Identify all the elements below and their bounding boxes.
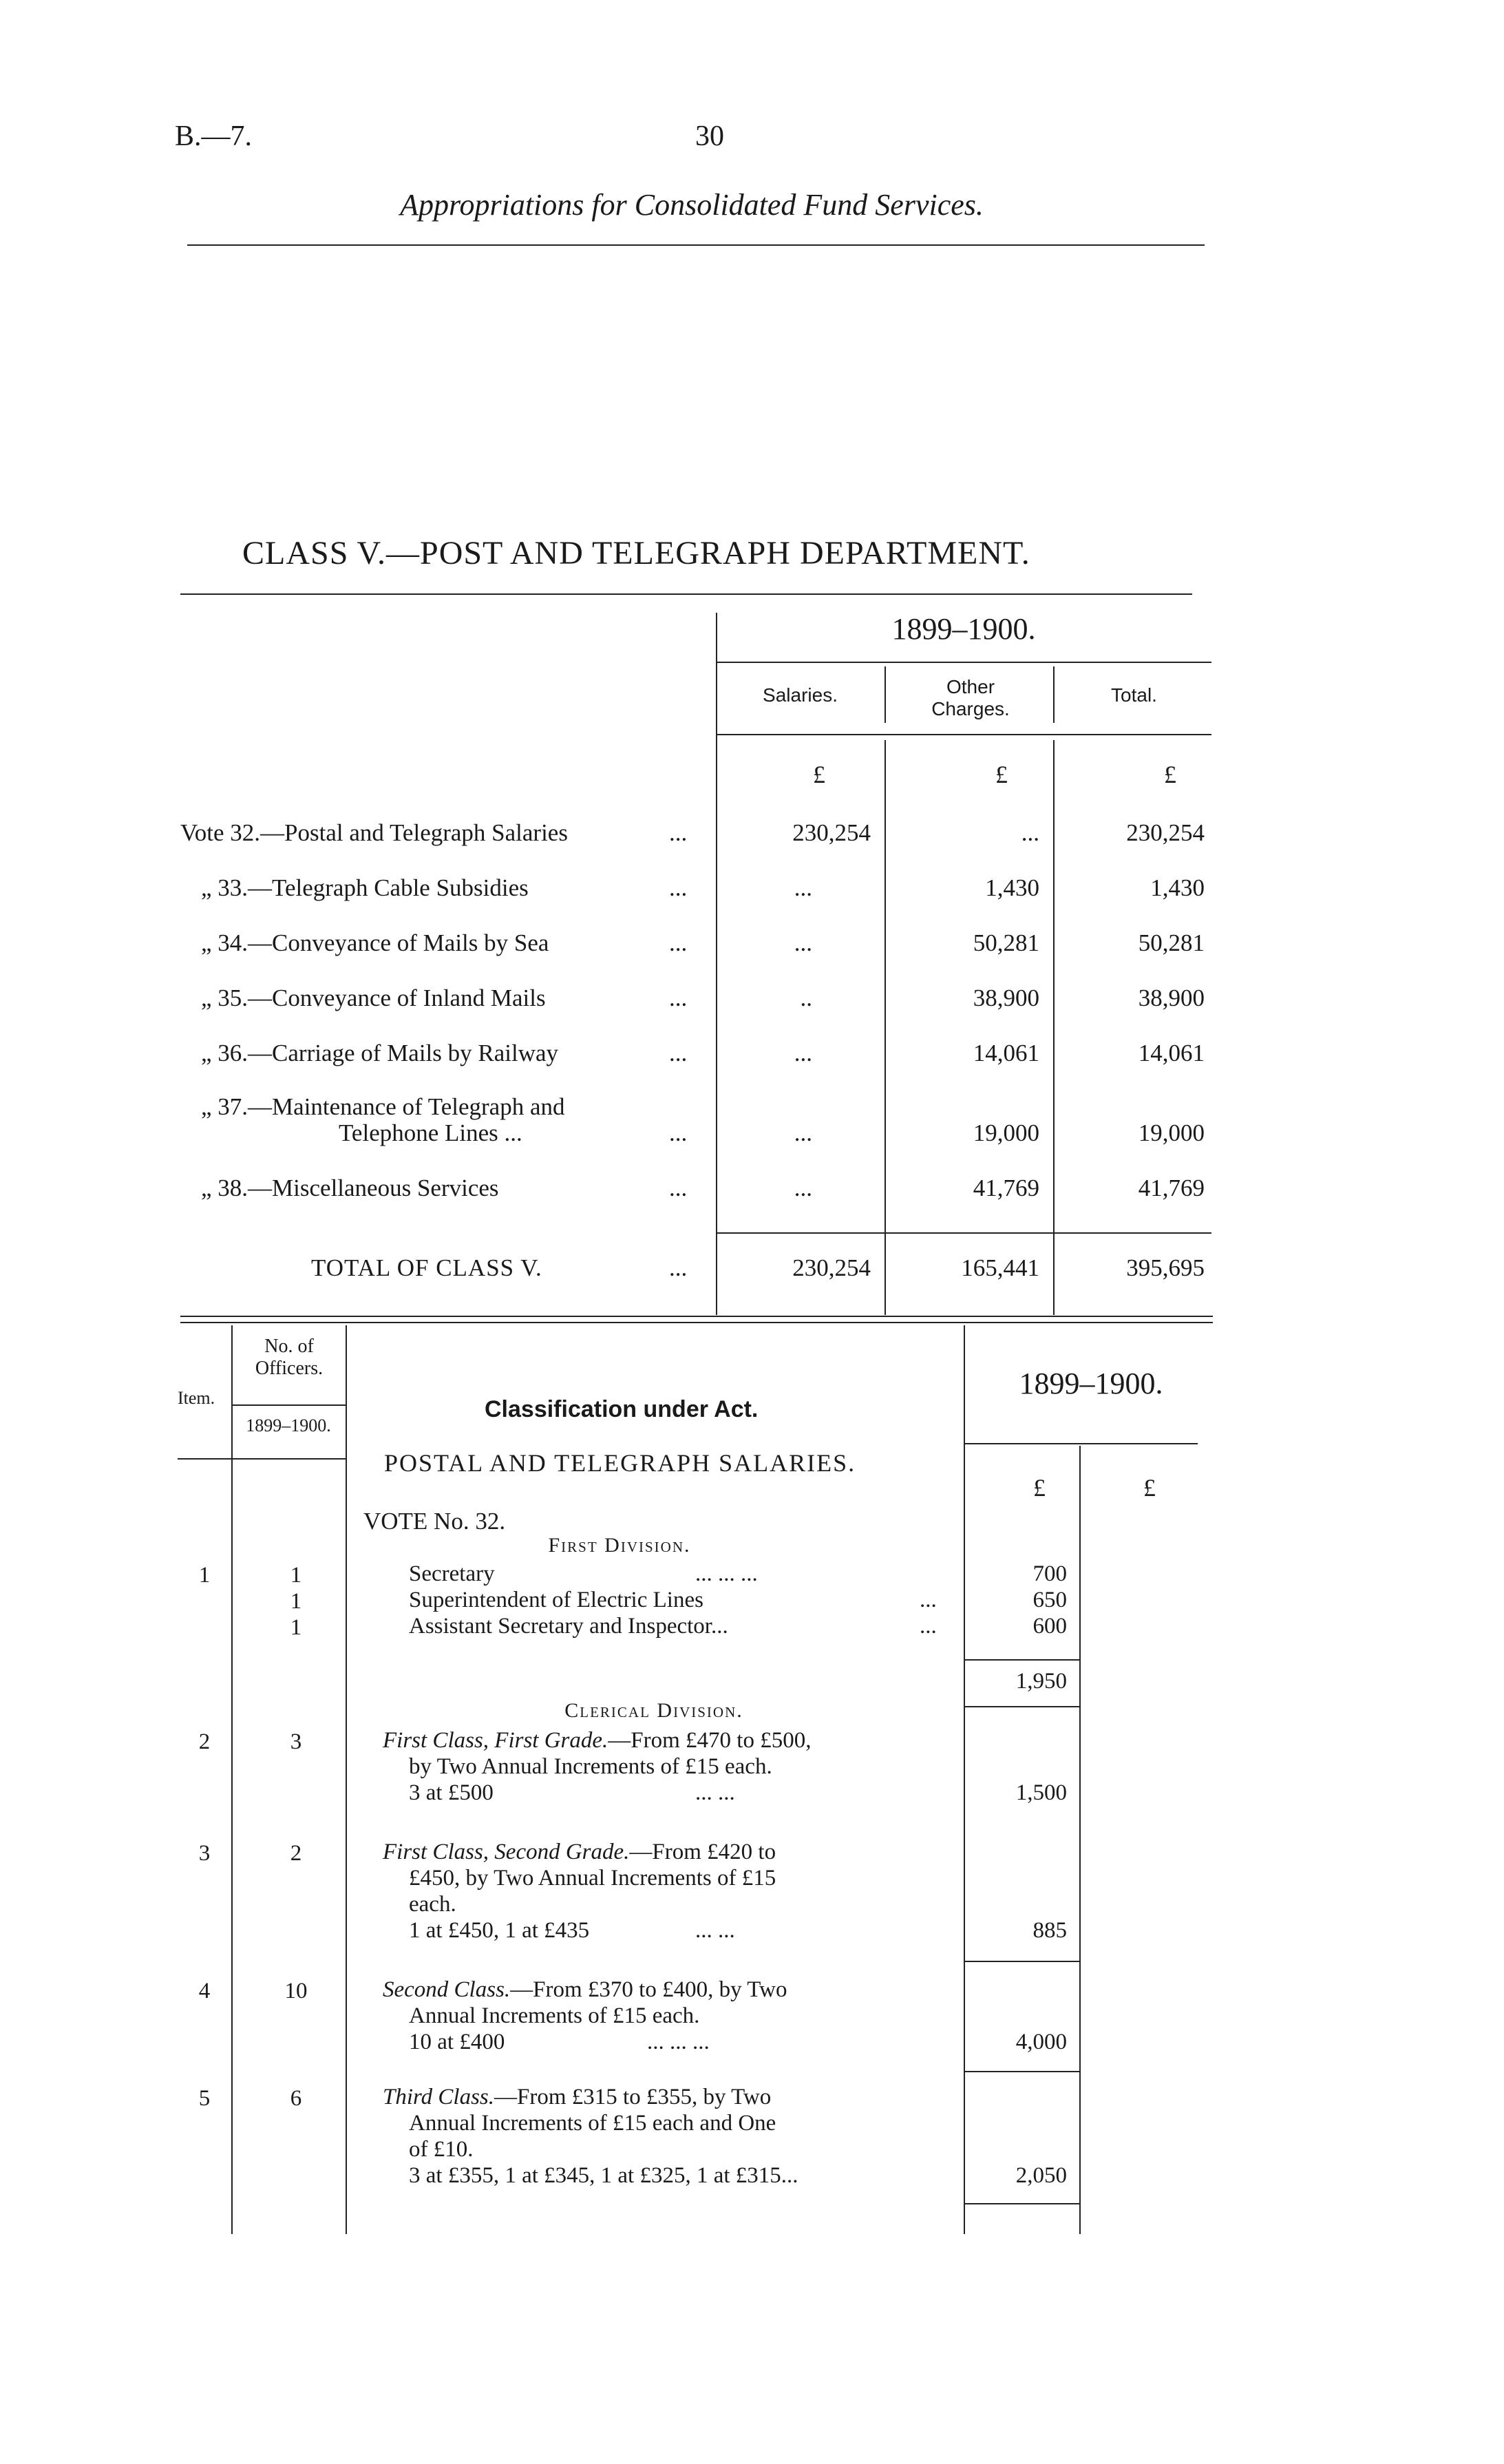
vote-label: „ 37.—Maintenance of Telegraph and (201, 1093, 565, 1120)
first-division-heading: First Division. (548, 1534, 691, 1557)
other-value: 50,281 (973, 929, 1039, 956)
grade-name: First Class, Second Grade. (383, 1840, 630, 1864)
vote-dots: ... (669, 1040, 688, 1066)
officers-count: 10 (284, 1979, 308, 2003)
other-value: ... (1021, 819, 1039, 846)
amount: 600 (1032, 1614, 1067, 1639)
salaries-value: ... (794, 1175, 812, 1201)
grade-detail: 10 at £400 (409, 2030, 505, 2054)
grade-desc-cont: of £10. (409, 2137, 474, 2162)
detail-vsep-total (1079, 1446, 1081, 2234)
officers-year-rule (231, 1404, 346, 1406)
detail-vote: VOTE No. 32. (363, 1508, 506, 1535)
summary-vsep-1 (885, 666, 886, 723)
salaries-value: 230,254 (792, 819, 871, 846)
currency-total: £ (1164, 761, 1176, 788)
vote-label: „ 33.—Telegraph Cable Subsidies (201, 874, 529, 901)
summary-year: 1899–1900. (891, 612, 1036, 646)
other-value: 1,430 (985, 874, 1039, 901)
col-classification: Classification under Act. (485, 1396, 759, 1422)
summary-vsep-2 (1053, 666, 1055, 723)
detail-vsep-amount (964, 1325, 965, 2234)
vote-dots: ... (669, 929, 688, 956)
vote-label: Vote 32.—Postal and Telegraph Salaries (180, 819, 568, 846)
officers-count: 1 (290, 1615, 302, 1640)
vote-label: „ 34.—Conveyance of Mails by Sea (201, 929, 549, 956)
page-number: 30 (695, 120, 724, 152)
item-number: 3 (198, 1841, 211, 1866)
amount: 700 (1032, 1561, 1067, 1586)
item-header-rule (178, 1458, 231, 1460)
col-other: Other (946, 676, 995, 697)
fd-subtotal-rule (964, 1659, 1079, 1661)
officers-count: 2 (290, 1841, 302, 1866)
summary-total-rule (716, 1232, 1211, 1234)
grade-dots: ... ... (695, 1780, 735, 1805)
total-value: 1,430 (1150, 874, 1205, 901)
salaries-value: ... (794, 1119, 812, 1146)
page-subtitle: Appropriations for Consolidated Fund Services. (400, 188, 984, 222)
total-value: 14,061 (1138, 1040, 1205, 1066)
other-value: 14,061 (973, 1040, 1039, 1066)
detail-year-rule (964, 1443, 1198, 1444)
vote-label: „ 38.—Miscellaneous Services (201, 1175, 499, 1201)
item-number: 1 (198, 1563, 211, 1588)
vote-dots: ... (669, 874, 688, 901)
item-number: 4 (198, 1979, 211, 2003)
grade-line (383, 1840, 776, 1865)
col-item: Item. (178, 1388, 215, 1408)
detail-year: 1899–1900. (1019, 1367, 1163, 1400)
amount: 650 (1032, 1588, 1067, 1612)
page-ref: B.—7. (175, 120, 253, 152)
position-title: Assistant Secretary and Inspector... (409, 1614, 728, 1639)
total-value: 19,000 (1138, 1119, 1205, 1146)
grade-desc: by Two Annual Increments of £15 each. (409, 1754, 772, 1779)
other-value: 41,769 (973, 1175, 1039, 1201)
amount: 4,000 (1015, 2030, 1067, 2054)
grade-desc-cont: each. (409, 1892, 456, 1917)
total-value: 230,254 (1126, 819, 1205, 846)
grade-line (383, 1977, 787, 2003)
grade-range: —From £470 to £500, (608, 1728, 812, 1753)
summary-header-rule (716, 734, 1211, 735)
vote-dots: ... (669, 1175, 688, 1201)
col-officers-year: 1899–1900. (246, 1415, 331, 1435)
amount: 1,500 (1015, 1780, 1067, 1805)
grade-name: Third Class. (383, 2085, 495, 2109)
total-salaries: 230,254 (792, 1254, 871, 1281)
col-charges: Charges. (931, 698, 1010, 719)
grade-detail: 3 at £500 (409, 1780, 494, 1805)
fd-subtotal: 1,950 (1015, 1669, 1067, 1694)
grade-detail: 3 at £355, 1 at £345, 1 at £325, 1 at £315... (409, 2163, 798, 2188)
grade-range: —From £420 to (629, 1840, 776, 1864)
salaries-value: ... (794, 874, 812, 901)
officers-count: 6 (290, 2086, 302, 2111)
item-number: 2 (198, 1729, 211, 1754)
salaries-value: ... (794, 929, 812, 956)
grade-dots: ... ... (695, 1918, 735, 1943)
vote-dots: ... (669, 984, 688, 1011)
grade-range: —From £370 to £400, by Two (510, 1977, 787, 2002)
grade-detail: 1 at £450, 1 at £435 (409, 1918, 590, 1943)
position-title: Secretary (409, 1561, 495, 1586)
officers-count: 3 (290, 1729, 302, 1754)
section-double-rule-1 (180, 1316, 1213, 1317)
cl-rule-1 (964, 1961, 1079, 1962)
col-total: Total. (1111, 684, 1157, 706)
grade-name: Second Class. (383, 1977, 511, 2002)
grade-range: —From £315 to £355, by Two (494, 2085, 772, 2109)
position-title: Superintendent of Electric Lines (409, 1588, 703, 1612)
vote-label: „ 36.—Carriage of Mails by Railway (201, 1040, 559, 1066)
total-total: 395,695 (1126, 1254, 1205, 1281)
officers-count: 1 (290, 1563, 302, 1588)
grade-desc: Annual Increments of £15 each. (409, 2003, 700, 2028)
summary-col-sep-2 (1053, 740, 1055, 1315)
detail-vsep-item (231, 1325, 233, 2234)
grade-line (383, 2085, 771, 2110)
other-value: 19,000 (973, 1119, 1039, 1146)
currency-salaries: £ (813, 761, 825, 788)
amount: 2,050 (1015, 2163, 1067, 2188)
summary-top-rule (180, 593, 1192, 595)
grade-dots: ... ... ... (647, 2030, 710, 2054)
detail-vsep-officers (346, 1325, 347, 2234)
summary-vsep-left (716, 613, 717, 1315)
grade-name: First Class, First Grade. (383, 1728, 608, 1753)
position-dots: ... (920, 1614, 937, 1639)
total-other: 165,441 (961, 1254, 1039, 1281)
vote-label-cont: Telephone Lines ... (339, 1119, 522, 1146)
position-dots: ... ... ... (695, 1561, 758, 1586)
clerical-division-heading: Clerical Division. (564, 1699, 743, 1722)
grade-line (383, 1728, 811, 1754)
vote-label: „ 35.—Conveyance of Inland Mails (201, 984, 546, 1011)
summary-col-sep-1 (885, 740, 886, 1315)
total-value: 38,900 (1138, 984, 1205, 1011)
cl-rule-3 (964, 2203, 1079, 2204)
section-double-rule-2 (180, 1322, 1213, 1323)
header-rule (187, 244, 1205, 246)
summary-year-rule (716, 662, 1211, 663)
officers-count: 1 (290, 1589, 302, 1614)
officers-header-rule (231, 1458, 346, 1460)
vote-dots: ... (669, 819, 688, 846)
total-dots: ... (669, 1254, 688, 1281)
detail-heading: POSTAL AND TELEGRAPH SALARIES. (384, 1449, 856, 1477)
cl-rule-2 (964, 2071, 1079, 2072)
fd-subtotal-rule-below (964, 1706, 1079, 1707)
summary-title: CLASS V.—POST AND TELEGRAPH DEPARTMENT. (242, 535, 1030, 571)
total-label: TOTAL OF CLASS V. (311, 1254, 542, 1281)
col-officers: No. of Officers. (255, 1336, 324, 1379)
salaries-value: ... (794, 1040, 812, 1066)
item-number: 5 (198, 2086, 211, 2111)
salaries-value: .. (800, 984, 812, 1011)
total-value: 50,281 (1138, 929, 1205, 956)
vote-dots: ... (669, 1119, 688, 1146)
detail-currency-1: £ (1033, 1474, 1046, 1502)
amount: 885 (1032, 1918, 1067, 1943)
col-salaries: Salaries. (763, 684, 838, 706)
grade-desc: Annual Increments of £15 each and One (409, 2111, 776, 2136)
grade-desc: £450, by Two Annual Increments of £15 (409, 1866, 776, 1891)
detail-currency-2: £ (1143, 1474, 1156, 1502)
position-dots: ... (920, 1588, 937, 1612)
other-value: 38,900 (973, 984, 1039, 1011)
total-value: 41,769 (1138, 1175, 1205, 1201)
currency-other: £ (995, 761, 1008, 788)
